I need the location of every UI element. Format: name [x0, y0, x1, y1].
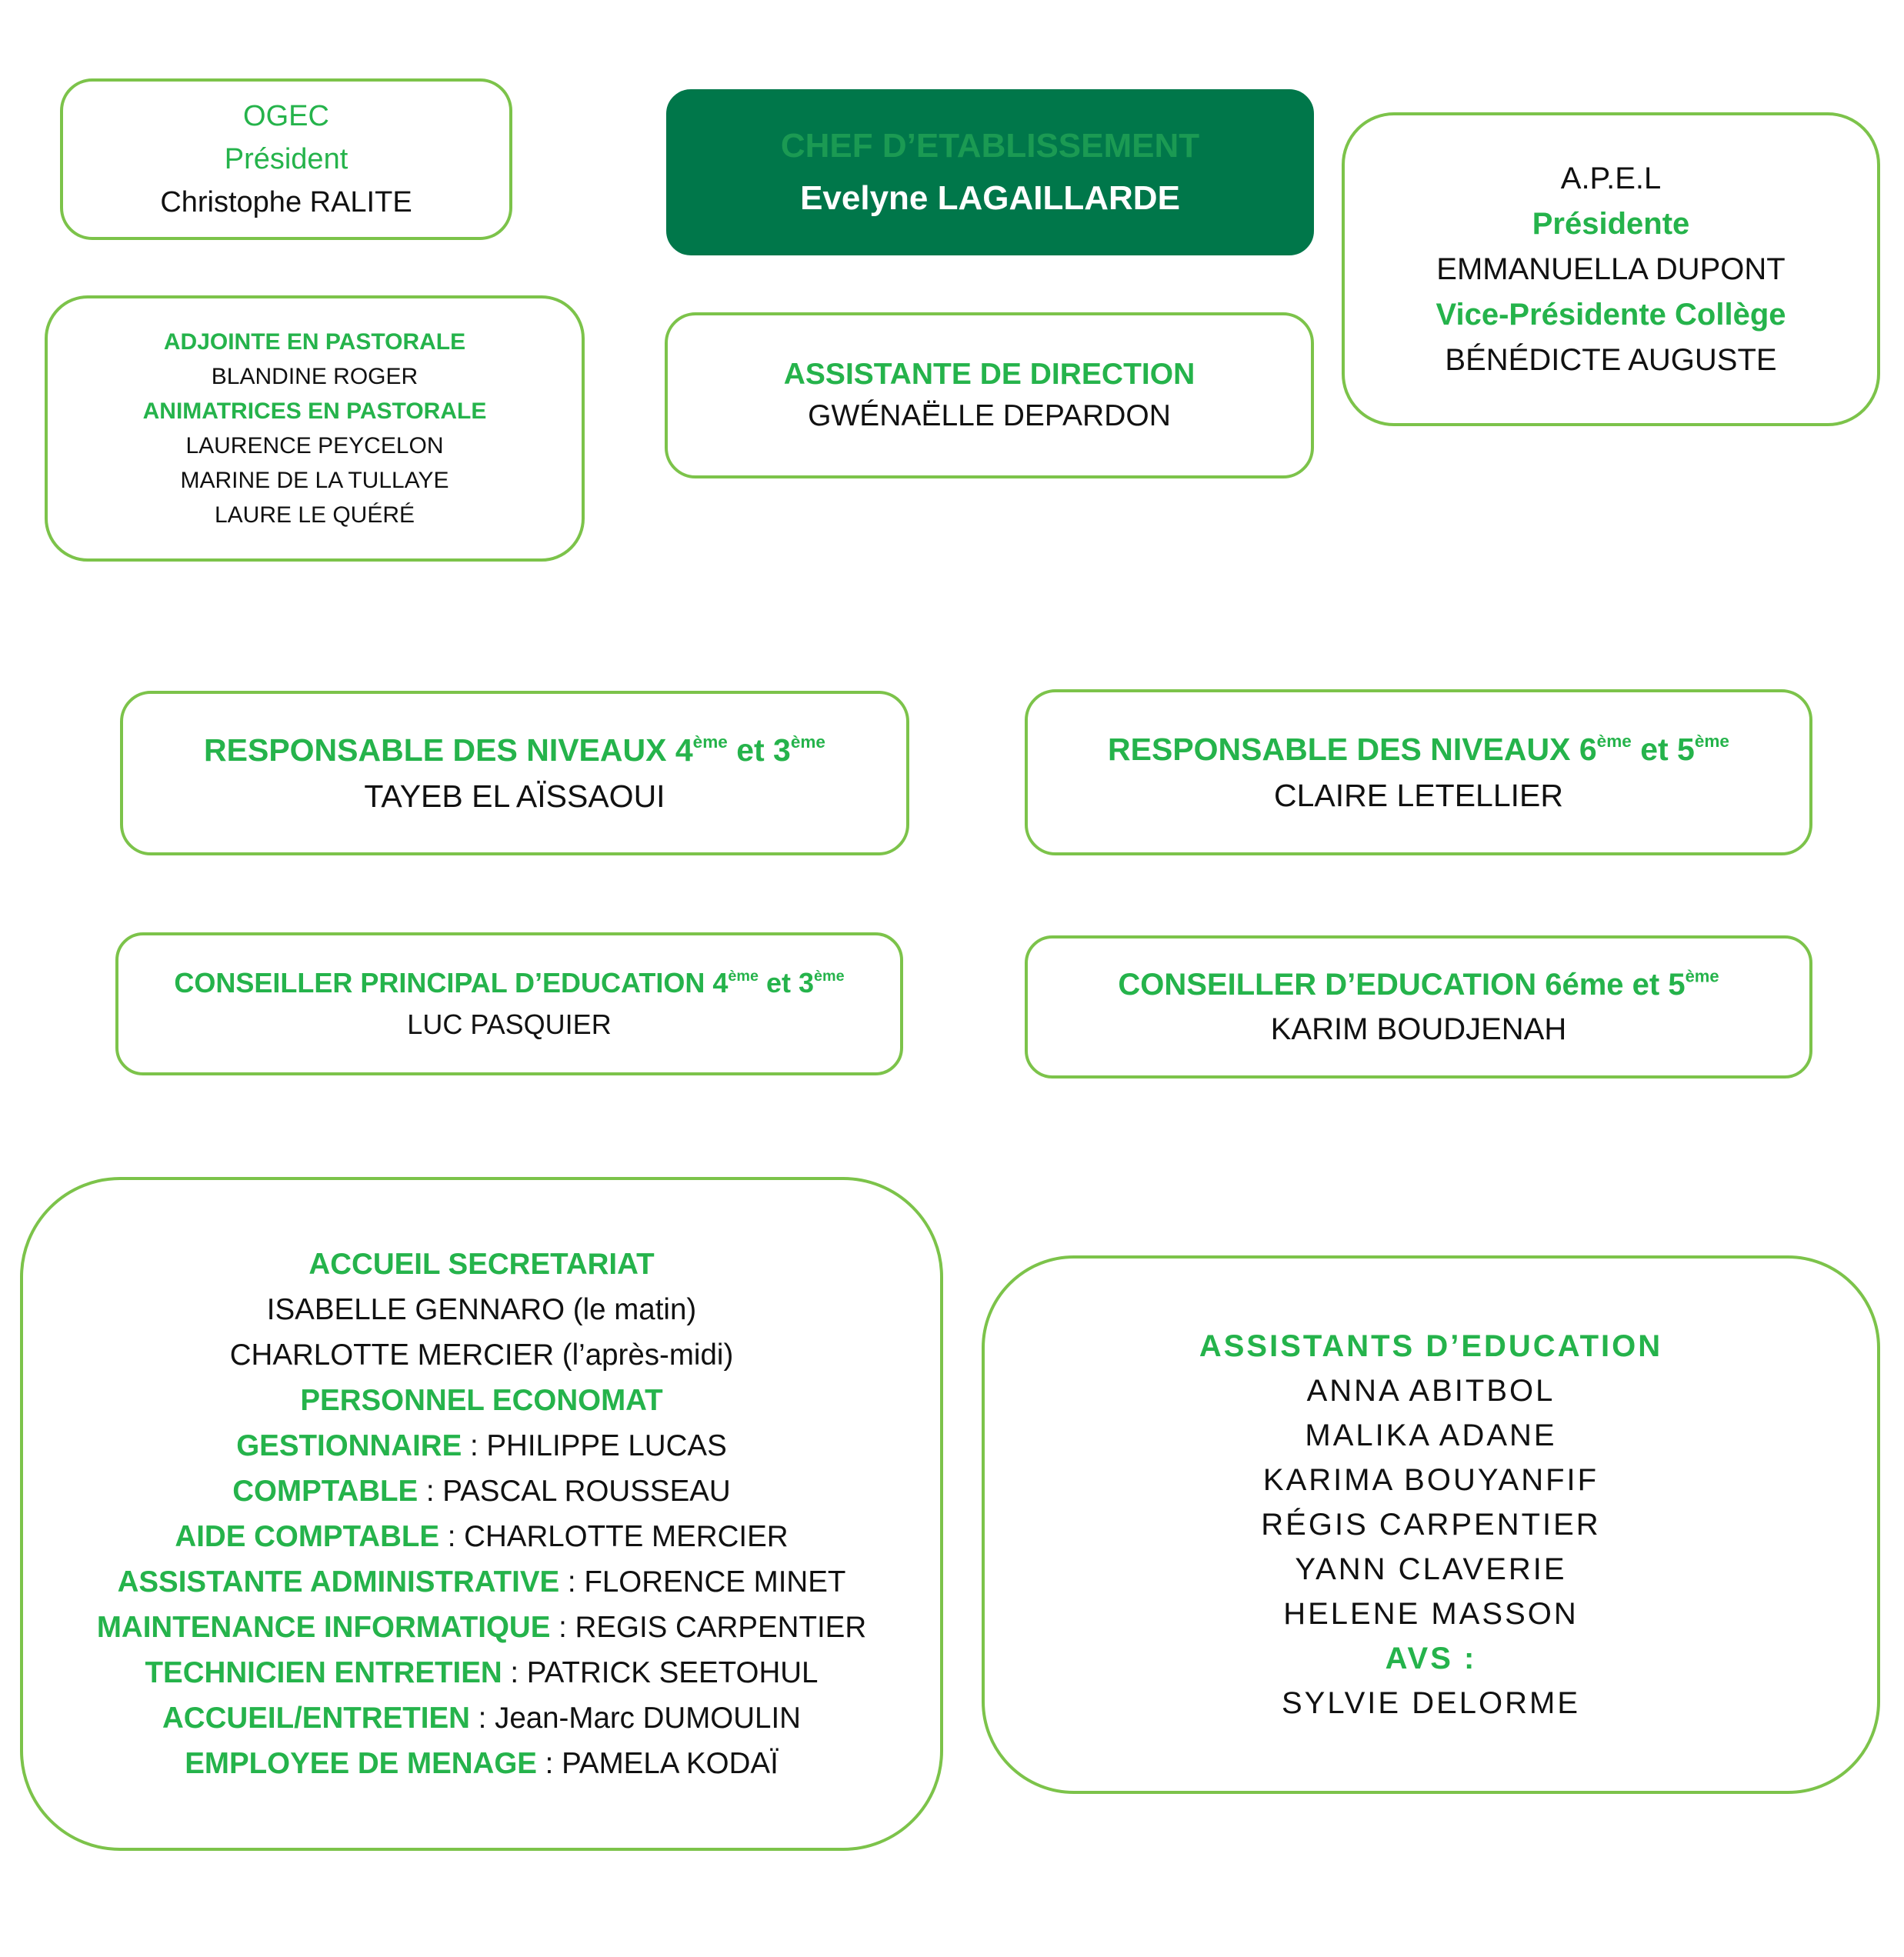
ce-6-5-role: CONSEILLER D’EDUCATION 6éme et 5ème: [1118, 966, 1719, 1002]
cpe-4-3-box: [115, 932, 903, 1075]
apel-role-2: Vice-Présidente Collège: [1436, 297, 1786, 332]
economat-title: PERSONNEL ECONOMAT: [300, 1384, 663, 1417]
pastorale-role-2: ANIMATRICES EN PASTORALE: [142, 398, 487, 424]
aed-name: ANNA ABITBOL: [1306, 1374, 1556, 1408]
apel-org: A.P.E.L: [1560, 161, 1662, 195]
responsable-4-3-box: [120, 691, 909, 855]
responsable-6-5-name: CLAIRE LETELLIER: [1274, 778, 1563, 813]
economat-staff-line: MAINTENANCE INFORMATIQUE : REGIS CARPENTIER: [96, 1611, 867, 1644]
cpe-4-3-name: LUC PASQUIER: [407, 1009, 612, 1040]
cpe-4-3-role: CONSEILLER PRINCIPAL D’EDUCATION 4ème et 3ème: [174, 967, 845, 999]
assistants-education-box: [982, 1255, 1880, 1794]
avs-title: AVS :: [1385, 1642, 1477, 1675]
apel-name-2: BÉNÉDICTE AUGUSTE: [1445, 342, 1777, 377]
economat-staff-line: GESTIONNAIRE : PHILIPPE LUCAS: [236, 1429, 727, 1462]
economat-staff-line: ACCUEIL/ENTRETIEN : Jean-Marc DUMOULIN: [162, 1702, 801, 1735]
economat-staff-line: TECHNICIEN ENTRETIEN : PATRICK SEETOHUL: [145, 1656, 819, 1689]
aed-name: RÉGIS CARPENTIER: [1261, 1508, 1601, 1542]
pastorale-role-1: ADJOINTE EN PASTORALE: [163, 329, 466, 355]
responsable-6-5-role: RESPONSABLE DES NIVEAUX 6ème et 5ème: [1108, 732, 1729, 767]
ogec-org: OGEC: [243, 100, 329, 132]
ogec-box: [60, 78, 512, 240]
chef-box: [666, 89, 1314, 255]
pastorale-animatrice: MARINE DE LA TULLAYE: [180, 468, 449, 493]
responsable-4-3-role: RESPONSABLE DES NIVEAUX 4ème et 3ème: [204, 732, 825, 768]
ce-6-5-name: KARIM BOUDJENAH: [1270, 1012, 1567, 1046]
pastorale-name-1: BLANDINE ROGER: [211, 364, 418, 389]
economat-staff-line: COMPTABLE : PASCAL ROUSSEAU: [232, 1475, 731, 1508]
accueil-name: ISABELLE GENNARO (le matin): [266, 1293, 697, 1326]
ce-6-5-box: [1025, 935, 1812, 1079]
apel-box: [1342, 112, 1880, 426]
accueil-economat-box: [20, 1177, 943, 1851]
chef-role: CHEF D’ETABLISSEMENT: [780, 127, 1200, 165]
aed-name: HELENE MASSON: [1283, 1597, 1579, 1631]
pastorale-animatrice: LAURE LE QUÉRÉ: [214, 502, 415, 528]
aed-title: ASSISTANTS D’EDUCATION: [1199, 1329, 1663, 1363]
pastorale-box: [45, 295, 585, 562]
aed-name: MALIKA ADANE: [1305, 1419, 1557, 1452]
apel-name-1: EMMANUELLA DUPONT: [1436, 252, 1786, 286]
assistante-direction-box: [665, 312, 1314, 478]
assistante-direction-name: GWÉNAËLLE DEPARDON: [808, 399, 1171, 432]
responsable-4-3-name: TAYEB EL AÏSSAOUI: [364, 778, 665, 814]
assistante-direction-role: ASSISTANTE DE DIRECTION: [783, 358, 1195, 391]
economat-staff-line: ASSISTANTE ADMINISTRATIVE : FLORENCE MINET: [117, 1565, 846, 1599]
economat-staff-line: AIDE COMPTABLE : CHARLOTTE MERCIER: [175, 1520, 789, 1553]
accueil-name: CHARLOTTE MERCIER (l’après-midi): [229, 1339, 734, 1372]
aed-name: YANN CLAVERIE: [1295, 1552, 1567, 1586]
avs-name: SYLVIE DELORME: [1281, 1686, 1581, 1720]
ogec-role: Président: [224, 143, 348, 175]
pastorale-animatrice: LAURENCE PEYCELON: [185, 433, 444, 458]
accueil-title: ACCUEIL SECRETARIAT: [308, 1248, 655, 1281]
apel-role-1: Présidente: [1532, 206, 1690, 241]
aed-name: KARIMA BOUYANFIF: [1262, 1463, 1599, 1497]
chef-name: Evelyne LAGAILLARDE: [800, 179, 1180, 217]
responsable-6-5-box: [1025, 689, 1812, 855]
economat-staff-line: EMPLOYEE DE MENAGE : PAMELA KODAÏ: [185, 1747, 779, 1780]
ogec-name: Christophe RALITE: [160, 186, 412, 218]
